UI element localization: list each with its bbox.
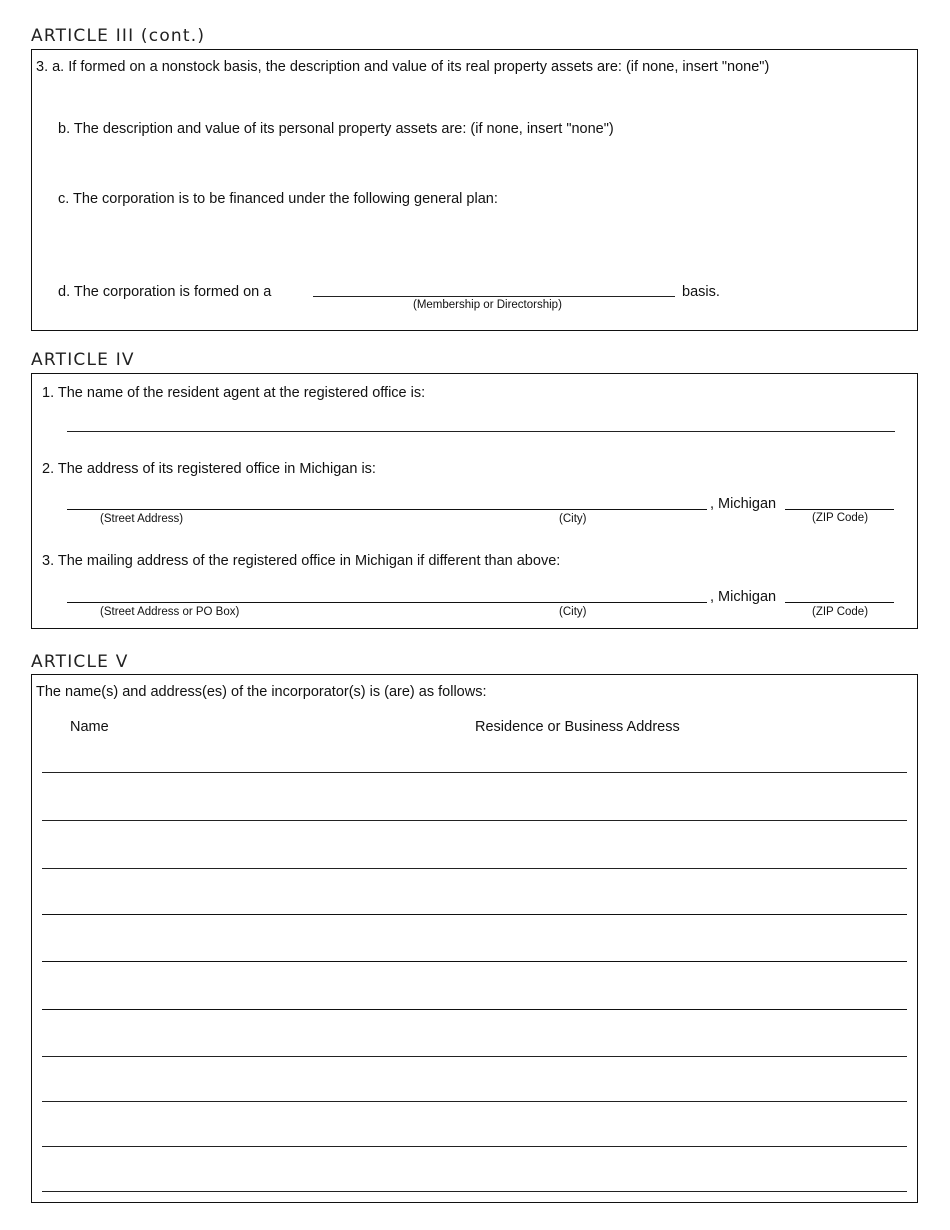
basis-type-field[interactable] bbox=[313, 296, 675, 297]
basis-type-caption: (Membership or Directorship) bbox=[413, 299, 562, 311]
article-5-heading: ARTICLE V bbox=[31, 652, 129, 672]
article-4-item-1: 1. The name of the resident agent at the registered office is: bbox=[42, 385, 426, 401]
article-5-box bbox=[31, 674, 918, 1203]
name-column-header: Name bbox=[70, 719, 109, 735]
article-3-item-b: b. The description and value of its personal property assets are: (if none, insert "none") bbox=[58, 121, 614, 137]
street-address-caption: (Street Address) bbox=[100, 513, 184, 525]
article-5-intro: The name(s) and address(es) of the incorporator(s) is (are) as follows: bbox=[36, 684, 487, 700]
incorporator-line[interactable] bbox=[42, 1009, 907, 1010]
incorporator-line[interactable] bbox=[42, 772, 907, 773]
article-3-item-a: 3. a. If formed on a nonstock basis, the description and value of its real property assets are: (if none, insert "none") bbox=[36, 59, 770, 75]
incorporator-line[interactable] bbox=[42, 1056, 907, 1057]
mailing-zip-code-caption: (ZIP Code) bbox=[812, 606, 869, 618]
registered-office-zip-field[interactable] bbox=[785, 509, 894, 510]
article-3-box bbox=[31, 49, 918, 331]
resident-agent-field[interactable] bbox=[67, 431, 895, 432]
incorporator-line[interactable] bbox=[42, 1146, 907, 1147]
registered-office-street-city-field[interactable] bbox=[67, 509, 707, 510]
address-column-header: Residence or Business Address bbox=[475, 719, 680, 735]
article-3-item-c: c. The corporation is to be financed under the following general plan: bbox=[58, 191, 498, 207]
mailing-address-state: , Michigan bbox=[710, 589, 777, 605]
mailing-address-street-city-field[interactable] bbox=[67, 602, 707, 603]
article-4-heading: ARTICLE IV bbox=[31, 350, 135, 370]
article-4-item-2: 2. The address of its registered office in Michigan is: bbox=[42, 461, 376, 477]
incorporator-line[interactable] bbox=[42, 868, 907, 869]
incorporator-line[interactable] bbox=[42, 961, 907, 962]
article-3-item-d-suffix: basis. bbox=[682, 284, 720, 300]
zip-code-caption: (ZIP Code) bbox=[812, 512, 869, 524]
article-4-box bbox=[31, 373, 918, 629]
incorporator-line[interactable] bbox=[42, 914, 907, 915]
article-4-item-3: 3. The mailing address of the registered office in Michigan if different than above: bbox=[42, 553, 561, 569]
mailing-address-zip-field[interactable] bbox=[785, 602, 894, 603]
article-3-heading: ARTICLE III (cont.) bbox=[31, 26, 206, 46]
incorporator-line[interactable] bbox=[42, 1191, 907, 1192]
incorporator-line[interactable] bbox=[42, 820, 907, 821]
registered-office-state: , Michigan bbox=[710, 496, 777, 512]
incorporator-line[interactable] bbox=[42, 1101, 907, 1102]
street-po-box-caption: (Street Address or PO Box) bbox=[100, 606, 240, 618]
mailing-city-caption: (City) bbox=[559, 606, 587, 618]
article-3-item-d-prefix: d. The corporation is formed on a bbox=[58, 284, 272, 300]
city-caption: (City) bbox=[559, 513, 587, 525]
